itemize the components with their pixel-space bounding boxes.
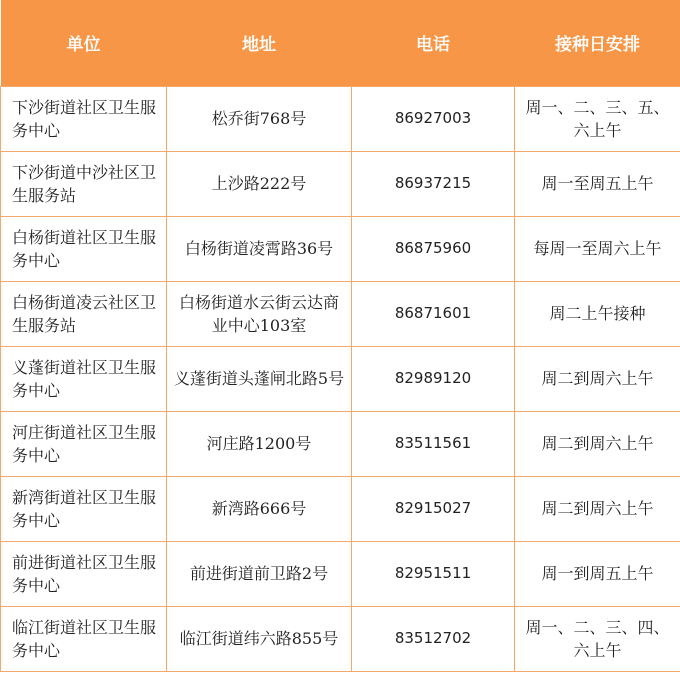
cell-phone: 86875960: [352, 216, 515, 281]
table-row: [1, 86, 680, 151]
cell-address: 义蓬街道头蓬闸北路5号: [167, 346, 352, 411]
cell-address: 白杨街道水云街云达商业中心103室: [167, 281, 352, 346]
cell-schedule: 周一、二、三、五、六上午: [515, 86, 680, 151]
cell-address: 白杨街道凌霄路36号: [167, 216, 352, 281]
header-schedule: 接种日安排: [515, 0, 680, 86]
table-row: [1, 346, 680, 411]
cell-unit: 义蓬街道社区卫生服务中心: [1, 346, 167, 411]
cell-unit: 临江街道社区卫生服务中心: [1, 606, 167, 671]
table-row: [1, 151, 680, 216]
table-row: [1, 541, 680, 606]
cell-schedule: 周二到周六上午: [515, 346, 680, 411]
cell-schedule: 每周一至周六上午: [515, 216, 680, 281]
table-row: [1, 476, 680, 541]
cell-address: 松乔街768号: [167, 86, 352, 151]
cell-unit: 河庄街道社区卫生服务中心: [1, 411, 167, 476]
cell-unit: 前进街道社区卫生服务中心: [1, 541, 167, 606]
cell-address: 新湾路666号: [167, 476, 352, 541]
cell-address: 前进街道前卫路2号: [167, 541, 352, 606]
cell-address: 临江街道纬六路855号: [167, 606, 352, 671]
table-row: [1, 606, 680, 671]
cell-phone: 86937215: [352, 151, 515, 216]
cell-phone: 82989120: [352, 346, 515, 411]
cell-unit: 白杨街道社区卫生服务中心: [1, 216, 167, 281]
header-row: [1, 0, 680, 86]
cell-schedule: 周二到周六上午: [515, 411, 680, 476]
header-unit: 单位: [1, 0, 167, 86]
cell-schedule: 周二到周六上午: [515, 476, 680, 541]
cell-schedule: 周一到周五上午: [515, 541, 680, 606]
cell-address: 河庄路1200号: [167, 411, 352, 476]
cell-phone: 82951511: [352, 541, 515, 606]
table-row: [1, 216, 680, 281]
cell-phone: 86927003: [352, 86, 515, 151]
cell-schedule: 周一至周五上午: [515, 151, 680, 216]
cell-unit: 白杨街道凌云社区卫生服务站: [1, 281, 167, 346]
table-body: [1, 86, 680, 671]
table-row: [1, 411, 680, 476]
cell-address: 上沙路222号: [167, 151, 352, 216]
header-address: 地址: [167, 0, 352, 86]
table-row: [1, 281, 680, 346]
cell-schedule: 周二上午接种: [515, 281, 680, 346]
cell-unit: 新湾街道社区卫生服务中心: [1, 476, 167, 541]
cell-phone: 86871601: [352, 281, 515, 346]
cell-phone: 83512702: [352, 606, 515, 671]
cell-schedule: 周一、二、三、四、六上午: [515, 606, 680, 671]
cell-unit: 下沙街道社区卫生服务中心: [1, 86, 167, 151]
cell-unit: 下沙街道中沙社区卫生服务站: [1, 151, 167, 216]
table-header: [1, 0, 680, 86]
cell-phone: 82915027: [352, 476, 515, 541]
cell-phone: 83511561: [352, 411, 515, 476]
header-phone: 电话: [352, 0, 515, 86]
